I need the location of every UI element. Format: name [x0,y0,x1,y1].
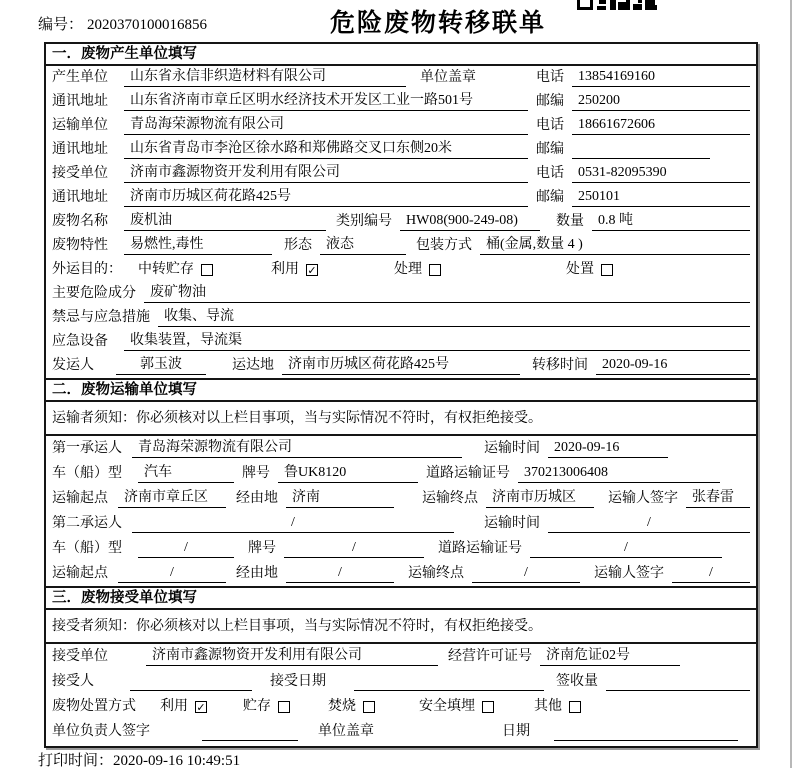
checkbox-label: 安全填埋 [419,699,475,714]
purpose-option-treat [394,260,441,279]
vehicle-type-label: 车（船）型 [52,466,122,481]
doc-number-value: 2020370100016856 [87,17,208,33]
row-vehicle-2 [46,536,756,561]
date-label: 日期 [502,724,530,739]
qr-code-icon [577,0,657,11]
responsible-sign-value [202,722,298,741]
carrier-sign-value: / [672,563,750,583]
emergency-equipment-label: 应急设备 [52,334,108,349]
form-state-value: 液态 [320,235,406,255]
license-no-value: 济南危证02号 [540,646,680,666]
category-code-value: HW08(900-249-08) [400,211,540,231]
checkbox-label: 利用 [271,262,299,277]
row-receiver-address [46,186,756,210]
destination-value: 济南市历城区荷花路425号 [282,355,520,375]
received-amount-value [606,672,750,691]
road-permit-label: 道路运输证号 [426,466,510,481]
form-state-label: 形态 [284,238,312,253]
checkbox-icon [201,264,213,276]
checkbox-icon [363,701,375,713]
zip-label: 邮编 [536,142,564,157]
packing-method-label: 包装方式 [416,238,472,253]
via-value: / [286,563,394,583]
taboo-measures-label: 禁忌与应急措施 [52,310,150,325]
phone-label: 电话 [536,70,564,85]
receive-unit-value: 济南市鑫源物资开发利用有限公司 [146,646,438,666]
origin-label: 运输起点 [52,566,108,581]
zip-group [536,140,750,159]
transfer-date-label: 转移时间 [532,358,588,373]
row-receive-unit [46,644,756,669]
row-route-2 [46,561,756,586]
plate-no-value: 鲁UK8120 [278,463,418,483]
checkbox-icon [601,264,613,276]
receive-person-label: 接受人 [52,674,94,689]
row-responsible-sign [46,719,756,744]
checkbox-label: 利用 [160,699,188,714]
row-main-hazard [46,282,756,306]
purpose-option-dispose [566,260,613,279]
unit-stamp-label: 单位盖章 [318,724,374,739]
received-amount-label: 签收量 [556,674,598,689]
disposal-option-landfill [419,697,494,716]
row-transport-unit [46,114,756,138]
checkbox-label: 焚烧 [328,699,356,714]
disposal-option-storage [243,697,290,716]
phone-group [536,163,750,183]
producer-unit-value: 山东省永信非织造材料有限公司 [124,67,406,87]
quantity-label: 数量 [556,214,584,229]
quantity-value: 0.8 吨 [592,211,750,231]
disposal-option-incinerate [328,697,375,716]
contact-address-value: 济南市历城区荷花路425号 [124,187,528,207]
receiver-unit-value: 济南市鑫源物资开发利用有限公司 [124,163,528,183]
row-second-carrier [46,511,756,536]
phone-group [536,115,750,135]
via-value: 济南 [286,488,394,508]
row-consignor [46,354,756,378]
row-waste-name [46,210,756,234]
receive-date-value [354,672,544,691]
emergency-equipment-value: 收集装置，导流渠 [124,331,750,351]
print-time-label: 打印时间： [38,753,114,769]
license-no-label: 经营许可证号 [448,649,532,664]
via-label: 经由地 [236,491,278,506]
receive-unit-label: 接受单位 [52,649,108,664]
transfer-date-value: 2020-09-16 [596,355,750,375]
contact-address-label: 通讯地址 [52,142,108,157]
phone-value: 0531-82095390 [572,163,750,183]
responsible-sign-label: 单位负责人签字 [52,724,150,739]
carrier-sign-label: 运输人签字 [608,491,678,506]
endpoint-label: 运输终点 [422,491,478,506]
transport-date-label: 运输时间 [484,516,540,531]
carrier-sign-label: 运输人签字 [594,566,664,581]
checkbox-icon [569,701,581,713]
consignor-value: 郭玉波 [116,355,206,375]
checkbox-label: 中转贮存 [138,262,194,277]
vehicle-type-label: 车（船）型 [52,541,122,556]
waste-property-label: 废物特性 [52,238,108,253]
contact-address-value: 山东省青岛市李沧区徐水路和郑佛路交叉口东侧20米 [124,139,528,159]
transport-date-value: / [548,513,750,533]
zip-label: 邮编 [536,94,564,109]
producer-unit-label: 产生单位 [52,70,108,85]
disposal-option-other [534,697,581,716]
doc-title: 危险废物转移联单 [330,9,547,37]
disposal-option-utilize [160,697,207,716]
row-receive-person [46,669,756,694]
row-taboo-measures [46,306,756,330]
transporter-notice: 运输者须知：你必须核对以上栏目事项，当与实际情况不符时，有权拒绝接受。 [46,402,756,436]
transport-date-label: 运输时间 [484,441,540,456]
row-receiver-unit [46,162,756,186]
waste-name-value: 废机油 [124,211,326,231]
first-carrier-value: 青岛海荣源物流有限公司 [132,438,462,458]
vehicle-type-value: / [138,538,234,558]
zip-label: 邮编 [536,190,564,205]
checkbox-label: 其他 [534,699,562,714]
road-permit-value: 370213006408 [518,463,720,483]
phone-label: 电话 [536,166,564,181]
receive-person-value [130,672,252,691]
checkbox-label: 贮存 [243,699,271,714]
row-vehicle-1 [46,461,756,486]
packing-method-value: 桶(金属,数量 4 ) [480,235,750,255]
endpoint-value: 济南市历城区 [486,488,594,508]
row-first-carrier [46,436,756,461]
main-hazard-value: 废矿物油 [144,283,750,303]
plate-no-value: / [284,538,424,558]
date-value [554,722,738,741]
purpose-option-utilize [271,260,318,279]
checkbox-icon [278,701,290,713]
checkbox-label: 处理 [394,262,422,277]
section-transporter-title: 二．废物运输单位填写 [46,378,756,402]
zip-group [536,91,750,111]
second-carrier-label: 第二承运人 [52,516,122,531]
checkbox-icon [429,264,441,276]
doc-number-label: 编号： [38,17,84,33]
receiver-unit-label: 接受单位 [52,166,108,181]
doc-number [38,13,207,34]
carrier-sign-value: 张春雷 [686,488,750,508]
origin-label: 运输起点 [52,491,108,506]
vehicle-type-value: 汽车 [138,463,234,483]
row-transfer-purpose [46,258,756,282]
first-carrier-label: 第一承运人 [52,441,122,456]
zip-value [572,140,710,159]
road-permit-value: / [530,538,722,558]
checkbox-checked-icon: ✓ [307,264,317,277]
section-producer-title: 一．废物产生单位填写 [46,44,756,66]
main-hazard-label: 主要危险成分 [52,286,136,301]
receiver-notice: 接受者须知：你必须核对以上栏目事项，当与实际情况不符时，有权拒绝接受。 [46,610,756,644]
zip-group [536,187,750,207]
contact-address-value: 山东省济南市章丘区明水经济技术开发区工业一路501号 [124,91,528,111]
destination-label: 运达地 [232,358,274,373]
road-permit-label: 道路运输证号 [438,541,522,556]
consignor-label: 发运人 [52,358,94,373]
contact-address-label: 通讯地址 [52,190,108,205]
phone-label: 电话 [536,118,564,133]
row-waste-property [46,234,756,258]
endpoint-value: / [472,563,580,583]
contact-address-label: 通讯地址 [52,94,108,109]
row-disposal-method [46,694,756,719]
transport-unit-value: 青岛海荣源物流有限公司 [124,115,528,135]
transport-date-value: 2020-09-16 [548,438,668,458]
row-emergency-equipment [46,330,756,354]
purpose-option-transfer-storage [138,260,213,279]
row-transporter-address [46,138,756,162]
section-receiver-title: 三．废物接受单位填写 [46,586,756,610]
phone-group [536,67,750,87]
via-label: 经由地 [236,566,278,581]
row-producer-unit [46,66,756,90]
print-time [38,749,240,770]
row-producer-address [46,90,756,114]
zip-value: 250101 [572,187,750,207]
unit-stamp-label: 单位盖章 [420,70,476,85]
transfer-purpose-label: 外运目的： [52,262,122,277]
category-code-label: 类别编号 [336,214,392,229]
receive-date-label: 接受日期 [270,674,326,689]
transport-unit-label: 运输单位 [52,118,108,133]
origin-value: / [118,563,226,583]
checkbox-icon [482,701,494,713]
waste-property-value: 易燃性,毒性 [124,235,272,255]
waste-name-label: 废物名称 [52,214,108,229]
print-time-value: 2020-09-16 10:49:51 [113,753,241,769]
manifest-form [44,42,758,748]
page-right-edge [790,0,792,768]
disposal-method-label: 废物处置方式 [52,699,136,714]
checkbox-checked-icon: ✓ [196,701,206,714]
plate-no-label: 牌号 [248,541,276,556]
row-route-1 [46,486,756,511]
origin-value: 济南市章丘区 [118,488,226,508]
plate-no-label: 牌号 [242,466,270,481]
zip-value: 250200 [572,91,750,111]
endpoint-label: 运输终点 [408,566,464,581]
second-carrier-value: / [132,513,454,533]
phone-value: 18661672606 [572,115,750,135]
taboo-measures-value: 收集、导流 [158,307,750,327]
checkbox-label: 处置 [566,262,594,277]
phone-value: 13854169160 [572,67,750,87]
